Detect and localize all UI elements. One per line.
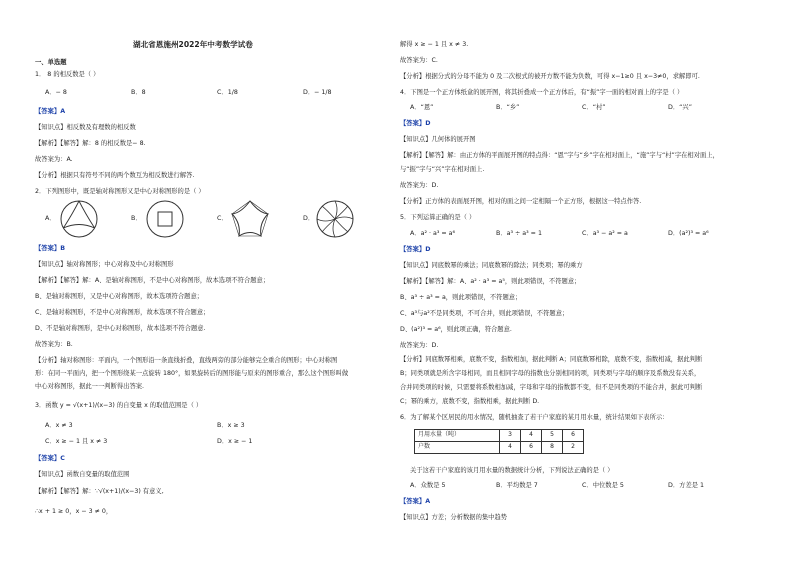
q3-answer: 【答案】C (35, 455, 65, 462)
q5-review-2: B；同类项就是所含字母相同，而且相同字母的指数也分别相同的项，同类项与字母的顺序及系数没有关系， (400, 370, 701, 377)
q4-analysis: 【解析】【解答】解：由正方体的平面展开图的特点得：“恩”字与“乡”字在相对面上，“施”字与“村”字在相对面上， (400, 152, 719, 159)
q4-answer: 【答案】D (400, 120, 431, 127)
q1-answer: 【答案】A (35, 108, 66, 115)
table-cell: 6 (563, 430, 584, 442)
table-cell: 2 (563, 442, 584, 454)
table-cell: 月用水量（吨） (415, 430, 500, 442)
right-column (400, 0, 772, 561)
q4-review: 【分析】正方体的表面展开图，相对的面之间一定相隔一个正方形，根据这一特点作答. (400, 198, 642, 205)
q1-option-d: D．− 1/8 (303, 89, 332, 96)
q5-line-d: D、(a²)³ = a⁶，则此项正确，符合题意. (400, 326, 512, 333)
q5-option-a: A．a² · a³ = a⁶ (410, 230, 456, 237)
q3-conclusion: 故答案为：C. (400, 57, 438, 64)
q2-review-1: 【分析】轴对称图形：平面内，一个图形沿一条直线折叠，直线两旁的部分能够完全重合的图形；中心对称图 (35, 357, 338, 364)
q3-option-a: A．x ≠ 3 (45, 422, 73, 429)
q5-stem: 5．下列运算正确的是（ ） (400, 214, 476, 221)
figure-b-coin (145, 199, 185, 239)
q5-review-1: 【分析】同底数幂相乘，底数不变，指数相加，据此判断 A；同底数幂相除，底数不变，指数相减，据此判断 (400, 356, 703, 363)
q5-option-b: B．a³ ÷ a³ = 1 (496, 230, 542, 237)
q5-analysis: 【解析】【解答】解：A、a² · a³ = a⁵，则此项错误，不符题意； (400, 278, 581, 285)
q5-answer: 【答案】D (400, 246, 431, 253)
table-cell: 8 (542, 442, 563, 454)
table-row (415, 442, 584, 454)
q4-option-d: D．“兴” (668, 104, 692, 111)
q5-review-4: C；幂的乘方，底数不变，指数相乘，据此判断 D. (400, 398, 540, 405)
q1-option-b: B．8 (131, 89, 146, 96)
q3-option-b: B．x ≥ 3 (217, 422, 245, 429)
q3-step: ∴x + 1 ≥ 0，x − 3 ≠ 0， (35, 508, 113, 515)
q6-stem: 6．为了解某个区居民的用水情况，随机抽查了若干户家庭的某月用水量，统计结果如下表所示： (400, 414, 669, 421)
q3-analysis: 【解析】【解答】解：∵√(x+1)/(x−3) 有意义, (35, 488, 164, 495)
figure-a-circle-three-arcs (59, 199, 99, 239)
q2-label-b: B． (131, 215, 142, 222)
q6-option-a: A．众数是 5 (410, 482, 446, 489)
q5-option-d: D．(a²)³ = a⁶ (668, 230, 709, 237)
q2-analysis: 【解析】【解答】解：A、是轴对称图形，不是中心对称图形，故本选项不符合题意； (35, 277, 270, 284)
q3-review: 【分析】根据分式的分母不能为 0 及二次根式的被开方数不能为负数，可得 x−1≥0 且 x−3≠0，求解即可. (400, 73, 700, 80)
q4-conclusion: 故答案为：D. (400, 182, 439, 189)
q6-knowledge: 【知识点】方差；分析数据的集中趋势 (400, 514, 508, 521)
table-cell: 5 (542, 430, 563, 442)
q5-option-c: C．a³ − a² = a (582, 230, 628, 237)
q6-answer: 【答案】A (400, 498, 431, 505)
q3-solve: 解得 x ≥ − 1 且 x ≠ 3. (400, 41, 469, 48)
q4-analysis-2: 与“振”字与“兴”字在相对面上. (400, 166, 485, 173)
water-usage-table (414, 429, 584, 454)
q1-option-c: C．1/8 (217, 89, 238, 96)
figure-c-pentagon-arcs (229, 199, 271, 239)
q1-conclusion: 故答案为：A. (35, 156, 73, 163)
q2-review-3: 中心对称图形，据此一一判断得出答案. (35, 383, 145, 390)
q1-knowledge: 【知识点】相反数及有理数的相反数 (35, 124, 136, 131)
q4-knowledge: 【知识点】几何体的展开图 (400, 136, 476, 143)
page-title: 湖北省恩施州2022年中考数学试卷 (133, 40, 253, 49)
left-column (35, 0, 407, 561)
q3-knowledge: 【知识点】函数自变量的取值范围 (35, 471, 130, 478)
q5-conclusion: 故答案为：D. (400, 342, 439, 349)
q4-option-c: C．“村” (582, 104, 606, 111)
q2-conclusion: 故答案为：B. (35, 341, 73, 348)
q5-review-3: 合并同类项的时候，只需要将系数相加减，字母和字母的指数都不变，但不是同类项的不能合并，据此可判断 (400, 384, 703, 391)
table-cell: 4 (500, 442, 521, 454)
q2-answer: 【答案】B (35, 245, 65, 252)
table-cell: 3 (500, 430, 521, 442)
q4-option-b: B．“乡” (496, 104, 520, 111)
section-heading: 一、单选题 (35, 59, 67, 66)
q5-line-b: B、a³ ÷ a³ = a，则此项错误，不符题意； (400, 294, 522, 301)
q2-label-d: D． (303, 215, 315, 222)
q1-analysis: 【解析】【解答】解：8 的相反数是− 8. (35, 140, 146, 147)
q3-option-c: C．x ≥ − 1 且 x ≠ 3 (45, 438, 108, 445)
q4-stem: 4．下图是一个正方体纸盒的展开图，将其折叠成一个正方体后，有“振”字一面的相对面上的字是（ ） (400, 89, 684, 96)
q3-option-d: D．x ≥ − 1 (217, 438, 253, 445)
q2-line-d: D、不是轴对称图形，是中心对称图形，故本选项不符合题意. (35, 325, 206, 332)
q4-option-a: A．“恩” (410, 104, 434, 111)
table-cell: 4 (521, 430, 542, 442)
q2-line-c: C、是轴对称图形，不是中心对称图形，故本选项不符合题意； (35, 309, 210, 316)
q1-option-a: A．− 8 (45, 89, 67, 96)
q6-question: 关于这若干户家庭的该月用水量的数据统计分析，下列说法正确的是（ ） (410, 467, 614, 474)
q6-option-d: D．方差是 1 (668, 482, 705, 489)
q6-option-c: C．中位数是 5 (582, 482, 624, 489)
q2-knowledge: 【知识点】轴对称图形；中心对称及中心对称图形 (35, 261, 174, 268)
table-cell: 户数 (415, 442, 500, 454)
q3-stem: 3．函数 y = √(x+1)/(x−3) 的自变量 x 的取值范围是（ ） (35, 402, 203, 409)
q5-line-c: C、a³与a²不是同类项，不可合并，则此项错误，不符题意； (400, 310, 569, 317)
figure-d-pinwheel-circle (315, 199, 355, 239)
q2-stem: 2．下列图形中，既是轴对称图形又是中心对称图形的是（ ） (35, 188, 205, 195)
q2-review-2: 形：在同一平面内，把一个图形绕某一点旋转 180°，如果旋转后的图形能与原来的图形重合，那么这个图形叫做 (35, 370, 349, 377)
table-row (415, 430, 584, 442)
q6-option-b: B．平均数是 7 (496, 482, 538, 489)
table-cell: 6 (521, 442, 542, 454)
q2-line-b: B、是轴对称图形，又是中心对称图形，故本选项符合题意； (35, 293, 204, 300)
q1-stem: 1． 8 的相反数是（ ） (35, 71, 100, 78)
q2-label-a: A． (45, 215, 56, 222)
q2-label-c: C． (217, 215, 228, 222)
q5-knowledge: 【知识点】同底数幂的乘法；同底数幂的除法；同类项；幂的乘方 (400, 262, 583, 269)
q1-review: 【分析】根据只有符号不同的两个数互为相反数进行解答. (35, 172, 195, 179)
